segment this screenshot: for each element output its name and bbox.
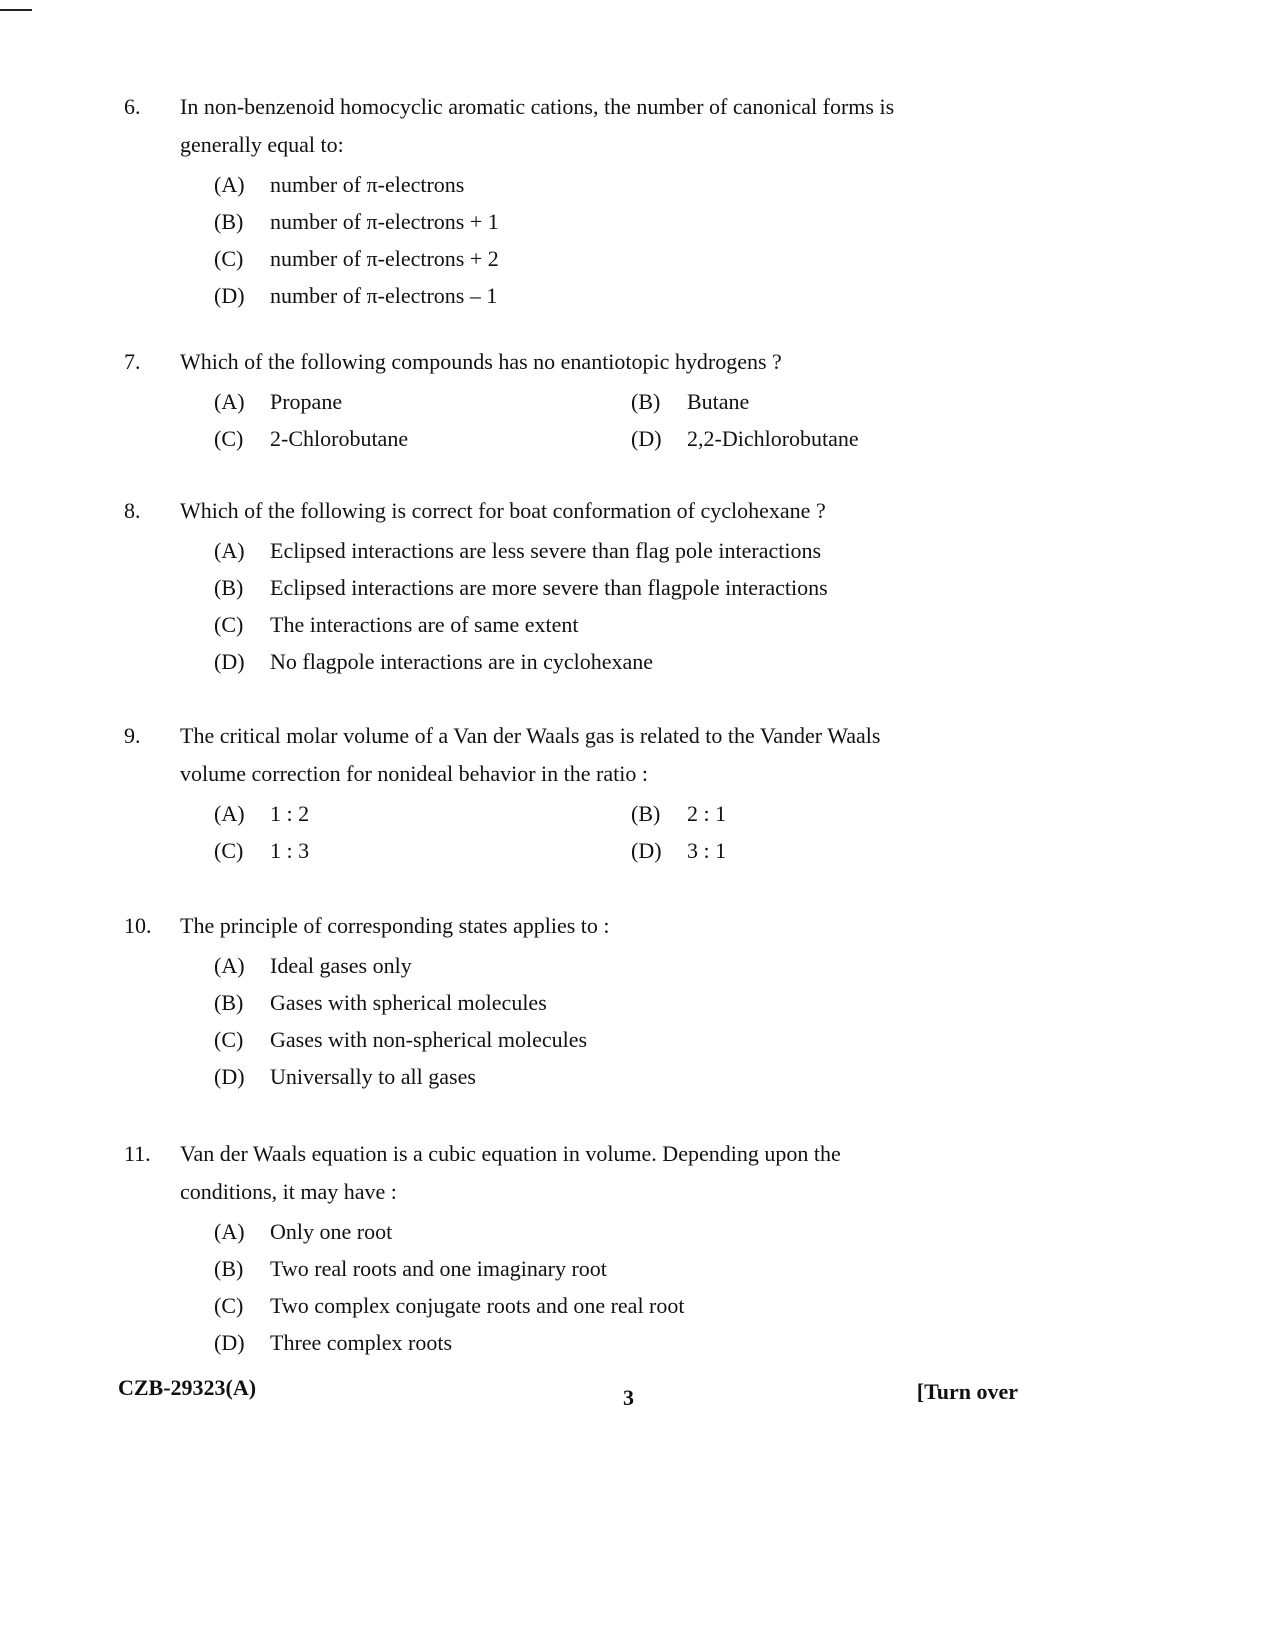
option-text: Two complex conjugate roots and one real root [270, 1292, 685, 1318]
question-number: 10. [124, 913, 152, 938]
question-text: Which of the following is correct for boat conformation of cyclohexane ? [180, 498, 826, 523]
options-list [214, 1213, 924, 1361]
option-d [214, 643, 653, 681]
option-letter: (A) [214, 388, 245, 414]
options-list [214, 532, 924, 680]
option-letter: (D) [214, 1063, 245, 1089]
option-letter: (B) [631, 388, 661, 414]
question-text: Which of the following compounds has no enantiotopic hydrogens ? [180, 349, 782, 374]
option-text: No flagpole interactions are in cyclohexane [270, 648, 654, 674]
option-letter: (A) [214, 952, 245, 978]
option-a [214, 1213, 392, 1251]
question-number: 9. [124, 723, 141, 748]
question-number: 8. [124, 498, 141, 523]
question-11 [124, 1135, 924, 1361]
option-text: 1 : 3 [270, 837, 310, 863]
option-letter: (B) [631, 800, 661, 826]
option-text: Propane [270, 388, 343, 414]
option-b [214, 1250, 607, 1288]
option-letter: (B) [214, 208, 244, 234]
option-letter: (D) [214, 648, 245, 674]
option-text: Gases with non-spherical molecules [270, 1026, 588, 1052]
option-b [214, 203, 499, 241]
option-text: Only one root [270, 1218, 393, 1244]
question-text: The principle of corresponding states applies to : [180, 913, 610, 938]
option-text: number of π-electrons + 2 [270, 245, 499, 271]
option-c [214, 606, 578, 644]
question-7 [124, 343, 924, 457]
option-text: Eclipsed interactions are less severe than flag pole interactions [270, 537, 822, 563]
option-letter: (C) [214, 425, 244, 451]
question-6 [124, 88, 924, 314]
option-text: Butane [687, 388, 750, 414]
option-d [214, 1324, 452, 1362]
option-letter: (A) [214, 171, 245, 197]
option-letter: (A) [214, 537, 245, 563]
option-text: 2-Chlorobutane [270, 425, 409, 451]
option-text: 2,2-Dichlorobutane [687, 425, 859, 451]
option-text: 3 : 1 [687, 837, 727, 863]
option-letter: (D) [631, 837, 662, 863]
option-c [214, 420, 631, 458]
option-a [214, 795, 631, 833]
options-list [214, 166, 924, 314]
page-number: 3 [623, 1385, 634, 1410]
option-b [631, 795, 726, 833]
option-c [214, 240, 499, 278]
option-b [631, 383, 749, 421]
option-text: Gases with spherical molecules [270, 989, 547, 1015]
question-number: 11. [124, 1141, 151, 1166]
option-letter: (A) [214, 1218, 245, 1244]
option-text: Eclipsed interactions are more severe than flagpole interactions [270, 574, 828, 600]
option-c [214, 1287, 685, 1325]
option-d [214, 1058, 476, 1096]
option-letter: (C) [214, 245, 244, 271]
option-text: Ideal gases only [270, 952, 412, 978]
question-9 [124, 717, 924, 869]
options-grid [214, 795, 924, 869]
option-letter: (B) [214, 989, 244, 1015]
option-d [631, 420, 859, 458]
option-text: Three complex roots [270, 1329, 453, 1355]
option-letter: (C) [214, 1026, 244, 1052]
question-number: 7. [124, 349, 141, 374]
corner-mark [0, 9, 32, 11]
page-footer [118, 1375, 1018, 1415]
option-letter: (B) [214, 1255, 244, 1281]
option-b [214, 984, 547, 1022]
option-c [214, 1021, 587, 1059]
option-d [631, 832, 726, 870]
option-letter: (D) [214, 282, 245, 308]
option-b [214, 569, 828, 607]
option-letter: (C) [214, 611, 244, 637]
option-letter: (A) [214, 800, 245, 826]
question-text: In non-benzenoid homocyclic aromatic cations, the number of canonical forms is generally equal to: [180, 94, 895, 157]
question-8 [124, 492, 924, 680]
option-text: 1 : 2 [270, 800, 310, 826]
option-text: 2 : 1 [687, 800, 727, 826]
question-number: 6. [124, 94, 141, 119]
turn-over-label: [Turn over [916, 1379, 1018, 1404]
option-text: Two real roots and one imaginary root [270, 1255, 607, 1281]
option-a [214, 947, 412, 985]
option-d [214, 277, 497, 315]
option-text: The interactions are of same extent [270, 611, 579, 637]
paper-code: CZB-29323(A) [118, 1375, 257, 1400]
option-letter: (C) [214, 837, 244, 863]
option-text: number of π-electrons + 1 [270, 208, 499, 234]
option-letter: (D) [631, 425, 662, 451]
question-10 [124, 907, 924, 1095]
question-text: The critical molar volume of a Van der Waals gas is related to the Vander Waals volume correction for nonideal behavior in the ratio : [180, 723, 881, 786]
option-a [214, 532, 821, 570]
options-grid [214, 383, 924, 457]
option-letter: (D) [214, 1329, 245, 1355]
option-a [214, 166, 464, 204]
option-text: number of π-electrons – 1 [270, 282, 498, 308]
option-letter: (C) [214, 1292, 244, 1318]
option-text: number of π-electrons [270, 171, 465, 197]
option-c [214, 832, 631, 870]
option-text: Universally to all gases [270, 1063, 476, 1089]
option-letter: (B) [214, 574, 244, 600]
option-a [214, 383, 631, 421]
question-text: Van der Waals equation is a cubic equation in volume. Depending upon the conditions, it may have : [180, 1141, 841, 1204]
options-list [214, 947, 924, 1095]
